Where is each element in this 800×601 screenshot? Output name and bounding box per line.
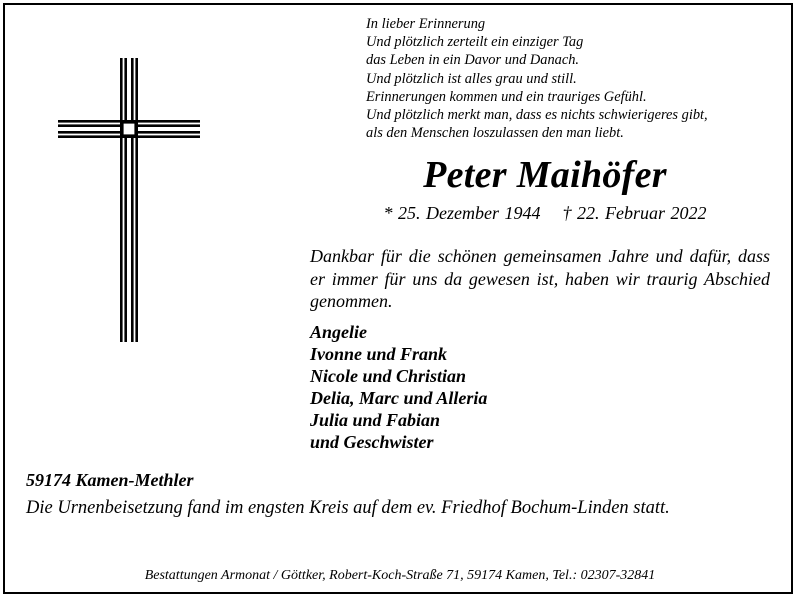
mourner-name: Nicole und Christian <box>310 366 467 386</box>
poem-line: Und plötzlich ist alles grau und still. <box>366 70 577 87</box>
mourners-list <box>310 321 487 453</box>
poem-line: als den Menschen loszulassen den man liebt. <box>366 125 624 142</box>
mourner-name: Delia, Marc und Alleria <box>310 388 488 408</box>
poem-line: In lieber Erinnerung <box>366 16 486 32</box>
poem <box>366 15 786 142</box>
city-line: 59174 Kamen-Methler <box>26 470 194 490</box>
death-date: † 22. Februar 2022 <box>562 203 707 223</box>
thanks-text: Dankbar für die schönen gemeinsamen Jahre und dafür, dass er immer für uns da gewesen ist, haben wir traurig Abschied genommen. <box>310 246 770 311</box>
poem-line: Und plötzlich merkt man, dass es nichts schwierigeres gibt, <box>366 107 708 124</box>
funeral-home-footer: Bestattungen Armonat / Göttker, Robert-Koch-Straße 71, 59174 Kamen, Tel.: 02307-32841 <box>144 568 656 583</box>
deceased-name: Peter Maihöfer <box>423 154 667 196</box>
poem-line: Und plötzlich zerteilt ein einziger Tag <box>366 34 584 51</box>
poem-line: Erinnerungen kommen und ein trauriges Gefühl. <box>366 88 647 105</box>
mourner-name: Ivonne und Frank <box>310 344 448 364</box>
mourner-name: Angelie <box>310 322 367 342</box>
poem-line: das Leben in ein Davor und Danach. <box>366 52 580 69</box>
cross-icon <box>58 58 200 342</box>
mourner-name: und Geschwister <box>310 432 434 452</box>
mourner-name: Julia und Fabian <box>310 410 441 430</box>
life-dates <box>300 203 790 224</box>
birth-date: * 25. Dezember 1944 <box>383 203 541 223</box>
burial-note: Die Urnenbeisetzung fand im engsten Kreis auf dem ev. Friedhof Bochum-Linden statt. <box>26 498 670 518</box>
